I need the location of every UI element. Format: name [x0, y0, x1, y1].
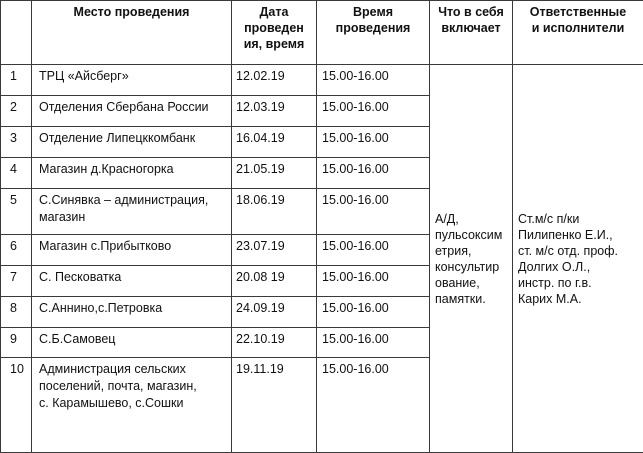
header-time-line: проведения [317, 20, 429, 36]
row-date: 19.11.19 [232, 358, 317, 453]
row-number: 10 [1, 358, 32, 453]
responsible-line: Долгих О.Л., [518, 259, 640, 275]
includes-line: ование, [435, 275, 509, 291]
row-place-line: Магазин д.Красногорка [39, 161, 231, 178]
row-place-line: с. Карамышево, с.Сошки [39, 395, 231, 412]
row-number: 3 [1, 127, 32, 158]
header-time-line: Время [317, 4, 429, 20]
row-number: 2 [1, 96, 32, 127]
responsible-line: инстр. по г.в. [518, 275, 640, 291]
row-time: 15.00-16.00 [317, 235, 430, 266]
row-place-line: поселений, почта, магазин, [39, 378, 231, 395]
row-place [32, 266, 232, 297]
responsible-line: Пилипенко Е.И., [518, 227, 640, 243]
row-time: 15.00-16.00 [317, 158, 430, 189]
header-date-line: ия, время [232, 36, 316, 52]
row-place-line: С.Б.Самовец [39, 331, 231, 348]
row-date: 23.07.19 [232, 235, 317, 266]
includes-line: А/Д, [435, 211, 509, 227]
row-place-line: С.Синявка – администрация, [39, 192, 231, 209]
row-place [32, 328, 232, 358]
row-place-line: Отделение Липецккомбанк [39, 130, 231, 147]
header-number [1, 1, 32, 65]
header-responsible [513, 1, 643, 65]
includes-line: консультир [435, 259, 509, 275]
header-date-line: проведен [232, 20, 316, 36]
row-date: 21.05.19 [232, 158, 317, 189]
row-time: 15.00-16.00 [317, 96, 430, 127]
row-time: 15.00-16.00 [317, 65, 430, 96]
header-place [32, 1, 232, 65]
header-includes-line: включает [430, 20, 512, 36]
header-place-line: Место проведения [32, 4, 231, 20]
header-row [1, 1, 643, 65]
row-time: 15.00-16.00 [317, 328, 430, 358]
includes-line: памятки. [435, 291, 509, 307]
row-number: 6 [1, 235, 32, 266]
row-date: 24.09.19 [232, 297, 317, 328]
row-time: 15.00-16.00 [317, 358, 430, 453]
row-date: 22.10.19 [232, 328, 317, 358]
row-place [32, 189, 232, 235]
row-place-line: Администрация сельских [39, 361, 231, 378]
row-place-line: Магазин с.Прибытково [39, 238, 231, 255]
row-date: 20.08 19 [232, 266, 317, 297]
row-number: 1 [1, 65, 32, 96]
row-place [32, 65, 232, 96]
row-date: 18.06.19 [232, 189, 317, 235]
row-time: 15.00-16.00 [317, 189, 430, 235]
row-date: 16.04.19 [232, 127, 317, 158]
header-responsible-line: и исполнители [513, 20, 643, 36]
header-includes-line: Что в себя [430, 4, 512, 20]
header-time [317, 1, 430, 65]
row-date: 12.02.19 [232, 65, 317, 96]
row-place-line: ТРЦ «Айсберг» [39, 68, 231, 85]
row-time: 15.00-16.00 [317, 127, 430, 158]
row-time: 15.00-16.00 [317, 266, 430, 297]
responsible-line: Ст.м/с п/ки [518, 211, 640, 227]
row-place-line: магазин [39, 209, 231, 226]
includes-line: пульсоксим [435, 227, 509, 243]
responsible-line: ст. м/с отд. проф. [518, 243, 640, 259]
row-number: 8 [1, 297, 32, 328]
header-includes [430, 1, 513, 65]
row-time: 15.00-16.00 [317, 297, 430, 328]
row-number: 5 [1, 189, 32, 235]
header-date [232, 1, 317, 65]
responsible-line: Карих М.А. [518, 291, 640, 307]
row-date: 12.03.19 [232, 96, 317, 127]
row-number: 7 [1, 266, 32, 297]
row-place-line: Отделения Сбербана России [39, 99, 231, 116]
row-place [32, 127, 232, 158]
includes-cell [430, 65, 513, 453]
row-place-line: С. Песковатка [39, 269, 231, 286]
row-place [32, 297, 232, 328]
row-place [32, 96, 232, 127]
includes-line: етрия, [435, 243, 509, 259]
header-date-line: Дата [232, 4, 316, 20]
row-place [32, 235, 232, 266]
row-number: 4 [1, 158, 32, 189]
row-place [32, 358, 232, 453]
table-row [1, 65, 643, 96]
row-number: 9 [1, 328, 32, 358]
responsible-cell [513, 65, 643, 453]
row-place-line: С.Аннино,с.Петровка [39, 300, 231, 317]
row-place [32, 158, 232, 189]
header-responsible-line: Ответственные [513, 4, 643, 20]
